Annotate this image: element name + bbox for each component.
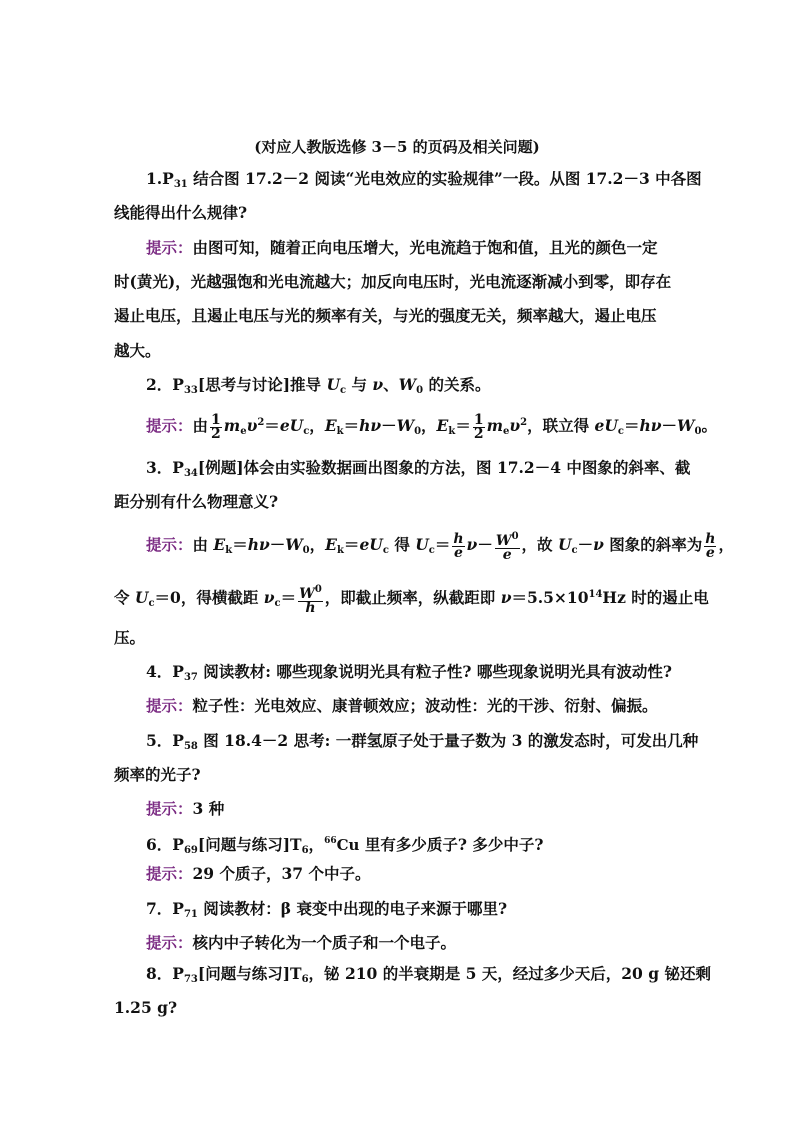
page-title: (对应人教版选修 3－5 的页码及相关问题): [254, 138, 540, 156]
question-1-line-1: $1.P_{31}$ 结合图 17.2－2 阅读“光电效应的实验规律”一段。从图 17.2－3 中各图: [146, 169, 702, 190]
answer-1-line-2: 时(黄光)，光越强饱和光电流越大；加反向电压时，光电流逐渐减小到零，即存在: [114, 272, 672, 291]
question-1-line-2: 线能得出什么规律?: [114, 203, 248, 222]
question-5-line-2: 频率的光子?: [114, 765, 201, 784]
answer-3-line-2: 令 $U_c=0$，得横截距 $\nu_c=$ $\frac{W^0}{h}$ ，即截止频率，纵截距即 $\nu=5.5\times 10^{14}Hz$ 时的遏止电: [114, 584, 709, 616]
question-8-line-2: 1.25 g?: [114, 998, 178, 1017]
question-5-line-1: 5．$P_{58}$ 图 18.4－2 思考: 一群氢原子处于量子数为 3 的激发态时，可发出几种: [146, 731, 699, 752]
answer-5: 提示：3 种: [146, 799, 225, 818]
answer-1-line-1: 提示：由图可知，随着正向电压增大，光电流趋于饱和值，且光的颜色一定: [146, 238, 658, 257]
answer-7: 提示：核内中子转化为一个质子和一个电子。: [146, 933, 457, 952]
question-6: 6．$P_{69}$[问题与练习]$T_6$，$^{66}$Cu 里有多少质子? 多少中子?: [146, 835, 544, 856]
answer-1-line-4: 越大。: [114, 341, 161, 360]
question-3-line-2: 距分别有什么物理意义?: [114, 492, 279, 511]
question-3-line-1: 3．$P_{34}$[例题]体会由实验数据画出图象的方法，图 17.2－4 中图象的斜率、截: [146, 458, 691, 479]
question-7: 7．$P_{71}$ 阅读教材：β 衰变中出现的电子来源于哪里?: [146, 899, 508, 920]
question-2: 2．$P_{33}$[思考与讨论]推导 $U_c$ 与 ν、$W_0$ 的关系。: [146, 375, 491, 396]
question-4: 4．$P_{37}$ 阅读教材: 哪些现象说明光具有粒子性? 哪些现象说明光具有波动性?: [146, 662, 672, 683]
answer-3-line-1: 提示：由 $E_k=h\nu-W_0$，$E_k=eU_c$ 得 $U_c=$ $\frac{h}{e}$ ν－ $\frac{W^0}{e}$ ，故 $U_c-\nu$ 图象的斜率为 $\frac{h}{e}$ ，: [146, 530, 734, 563]
answer-6: 提示：29 个质子，37 个中子。: [146, 864, 371, 883]
answer-2: 提示：由 $\frac{1}{2}$ $m_e\upsilon^2=eU_c$，$E_k=h\nu-W_0$，$E_k=$ $\frac{1}{2}$ $m_e\upsilon^2$，联立得 $eU_c=h\nu-W_0$。: [146, 411, 717, 442]
answer-1-line-3: 遏止电压，且遏止电压与光的频率有关，与光的强度无关，频率越大，遏止电压: [114, 306, 657, 325]
answer-3-line-3: 压。: [114, 628, 146, 647]
answer-4: 提示：粒子性：光电效应、康普顿效应；波动性：光的干涉、衍射、偏振。: [146, 696, 658, 715]
question-8-line-1: 8．$P_{73}$[问题与练习]$T_6$，铋 210 的半衰期是 5 天，经过多少天后，20 g 铋还剩: [146, 964, 711, 985]
tip-label: 提示：: [146, 238, 193, 257]
